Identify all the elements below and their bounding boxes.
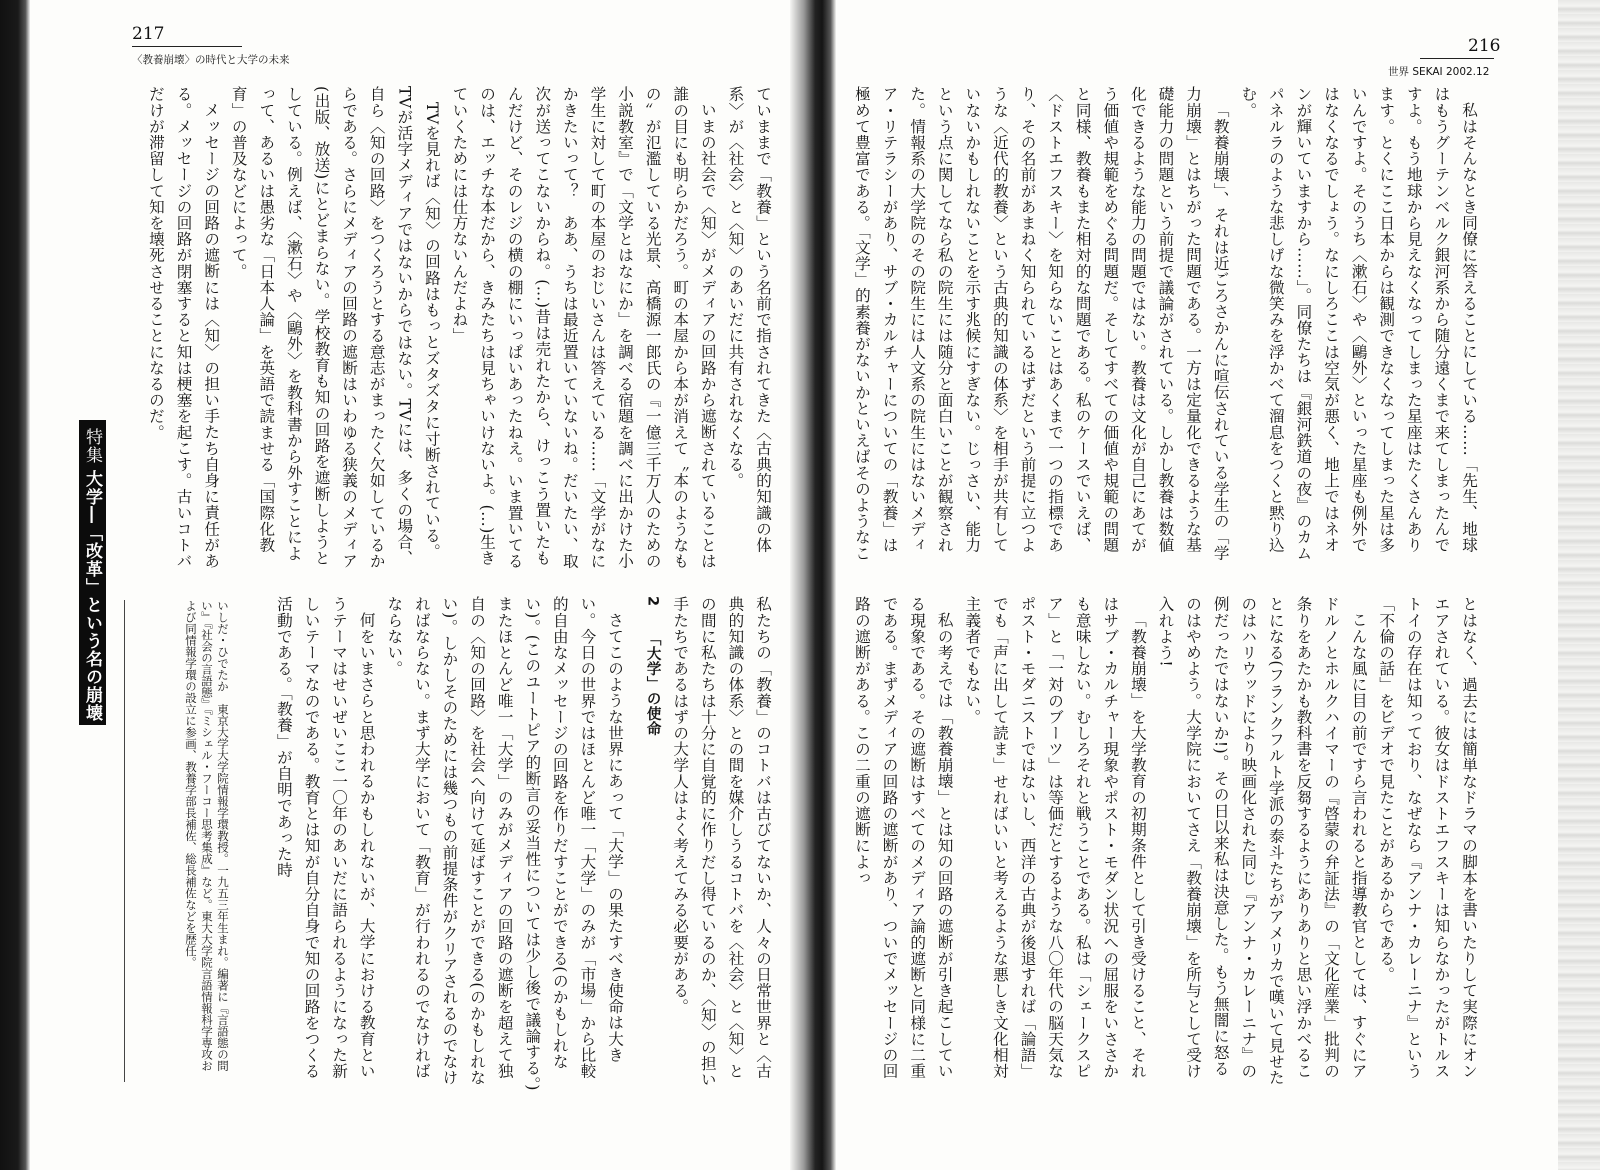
- right-running-head: 世界 SEKAI 2002.12: [1388, 66, 1490, 78]
- section-title: 「大学」の使命: [644, 630, 661, 736]
- paragraph: こんな風に目の前ですら言われると指導教官としては、すぐにアドルノとホルクハイマーの『啓蒙の弁証法』の「文化産業」批判の条りをあたかも教科書を反芻するようにありありと思い浮かべることになる(フランクフルト学派の泰斗たちがアメリカで嘆いて見せたのはハリウッドにより映画化された同じ『アンナ・カレーニナ』の例だったではないか!)。その日以来私は決意した。もう無闇に怒るのはやめよう。大学院においてさえ「教養崩壊」を所与として受け入れよう!: [1156, 596, 1368, 1086]
- section-heading: [638, 596, 666, 1092]
- paragraph: 私はそんなとき同僚に答えることにしている……「先生、地球はもうグーテンベルク銀河系から随分遠くまで来てしまったんですよ。もう地球から見えなくなってしまった星座はたくさんあります。とくにここ日本からは観測できなくなってしまった星は多いんですよ。そのうち〈漱石〉や〈鷗外〉といった星座も例外ではなくなるでしょう。なにしろここは空気が悪く、地上ではネオンが輝いていますから……」。同僚たちは『銀河鉄道の夜』のカムパネルラのような悲しげな微笑みを浮かべて溜息をつくと黙り込む。: [1239, 86, 1478, 562]
- page-gutter: [790, 0, 836, 1170]
- paragraph: ていままで「教養」という名前で指されてきた〈古典的知識の体系〉が〈社会〉と〈知〉のあいだに共有されなくなる。: [726, 86, 772, 553]
- left-lower-text: [240, 596, 776, 1092]
- right-header-rule: [1420, 58, 1494, 59]
- feature-tag-title: 大学―「改革」という名の崩壊: [82, 470, 102, 722]
- paragraph: さてこのような世界にあって「大学」の果たすべき使命は大きい。今日の世界ではほとんど唯一「大学」のみが「市場」から比較的自由なメッセージの回路を作りだすことができる(のかもしれない)。(このユートピア的断言の妥当性については少し後で議論する。)またほとんど唯一「大学」のみがメディアの回路の遮断を超えて独自の〈知の回路〉を社会へ向けて延ばすことができる(のかもしれない)。しかしそのためには幾つもの前提条件がクリアされるのでなければならない。まず大学において「教育」が行われるのでなければならない。: [385, 596, 625, 1091]
- paragraph: 私の考えでは「教養崩壊」とは知の回路の遮断が引き起こしている現象である。その遮断はすべてのメディア論的遮断と同様に二重である。まずメディアの回路の遮断があり、ついでメッセージの回路の遮断がある。この二重の遮断によっ: [852, 596, 954, 1079]
- feature-tag: [79, 420, 106, 725]
- paragraph: TVを見れば〈知〉の回路はもっとズタズタに寸断されている。TVが活字メディアではないからではない。TVには、多くの場合、自ら〈知の回路〉をつくろうとする意志がまったく欠如しているからである。さらにメディアの回路の遮断はいわゆる狭義のメディア(出版、放送)にとどまらない。学校教育も知の回路を遮断しようとしている。例えば、〈漱石〉や〈鷗外〉を教科書から外すことによって、あるいは愚劣な「日本人論」を英語で読ませる「国際化教育」の普及などによって。: [229, 86, 441, 569]
- paragraph: いまの社会で〈知〉がメディアの回路から遮断されていることは誰の目にも明らかだろう。町の本屋から本が消えて〝本のようなもの〟が氾濫している光景、高橋源一郎氏の『一億三千万人のための小説教室』で「文学とはなにか」を調べる宿題を調べに出かけた小学生に対して町の本屋のおじいさんは答えている……「文学がなにかきたいって？ ああ、うちは最近置いていないね。だいたい、取次が送ってこないからね。(…)昔は売れたから、けっこう置いたもんだけど、そのレジの横の棚にいっぱいあったねえ。いま置いてるのは、エッチな本だから、きみたちは見ちゃいけないよ。(…)生きていくためには仕方ないんだよね」: [450, 86, 717, 569]
- left-header-rule: [132, 46, 242, 47]
- right-lower-text: [846, 596, 1482, 1092]
- right-upper-text: [846, 86, 1482, 564]
- paragraph: 「教養崩壊」、それは近ごろさかんに喧伝されている学生の「学力崩壊」とはちがった問題である。一方は定量化できるような基礎能力の問題という前提で議論がされている。しかし教養は数値化できるような能力の問題ではない。教養は文化が自己にあてがう価値や規範をめぐる問題だ。そしてすべての価値や規範の問題と同様、教養もまた相対的な問題である。私のケースでいえば、〈ドストエフスキー〉を知らないことはあくまで一つの指標であり、その名前があまねく知られているはずだという前提に立つような〈近代的教養〉という古典的知識の体系〉を相手が共有していないかもしれないことを示す兆候にすぎない。じっさい、能力という点に関してなら私の院生には随分と面白いことが観察された。情報系の大学院のその院生には人文系の院生にはないメディア・リテラシーがあり、サブ・カルチャーについての「教養」は極めて豊富である。「文学」的素養がないかといえばそのようなこ: [852, 86, 1230, 562]
- left-upper-text: [126, 86, 776, 574]
- right-page-number: 216: [1468, 36, 1501, 56]
- paragraph: 私たちの「教養」のコトバは古びてないか、人々の日常世界と〈古典的知識の体系〉との間を媒介しうるコトバを〈社会〉と〈知〉との間に私たちは十分に自覚的に作りだし得ているのか、〈知〉の担い手たちであるはずの大学人はよく考えてみる必要がある。: [671, 596, 772, 1088]
- left-running-head: 〈教養崩壊〉の時代と大学の未来: [132, 54, 290, 66]
- feature-tag-label: 特集: [82, 428, 102, 464]
- author-note: いしだ・ひでたか 東京大学大学院情報学環教授。一九五三年生まれ。編著に『言語態の問い』『社会の言語態』『ミシェル・フーコー思考集成』など。東大大学院言語情報科学専攻および同情報学環の設立に参画、教養学部長補佐、総長補佐などを歴任。: [124, 600, 231, 1082]
- paragraph: 何をいまさらと思われるかもしれないが、大学における教育というテーマはせいぜいここ一〇年のあいだに語られるようになった新しいテーマなのである。教育とは知が自分自身で知の回路をつくる活動である。「教養」が自明であった時: [274, 596, 376, 1079]
- paragraph: 「教養崩壊」を大学教育の初期条件として引き受けること、それはサブ・カルチャー現象やポスト・モダン状況への屈服をいささかも意味しない。むしろそれと戦うことである。私は「シェークスピア」と「一対のブーツ」は等価だとするような八〇年代の脳天気なポスト・モダニストではないし、西洋の古典が後退すれば「論語」でも「声に出して読ま」せればいいと考えるような悪しき文化相対主義者でもない。: [963, 596, 1147, 1079]
- paragraph: メッセージの回路の遮断には〈知〉の担い手たち自身に責任がある。メッセージの回路が閉塞すると知は梗塞を起こす。古いコトバだけが滞留して知を壊死させることになるのだ。: [146, 86, 221, 569]
- scan-edge-right: [1558, 0, 1600, 1170]
- section-number: 2: [644, 596, 661, 607]
- paragraph: とはなく、過去には簡単なドラマの脚本を書いたりして実際にオンエアされている。彼女はドストエフスキーは知らなかったがトルストイの存在は知っており、なぜなら『アンナ・カレーニナ』という「不倫の話」をビデオで見たことがあるからである。: [1377, 596, 1478, 1079]
- scan-edge-left: [0, 0, 30, 1170]
- left-page-number: 217: [132, 24, 165, 44]
